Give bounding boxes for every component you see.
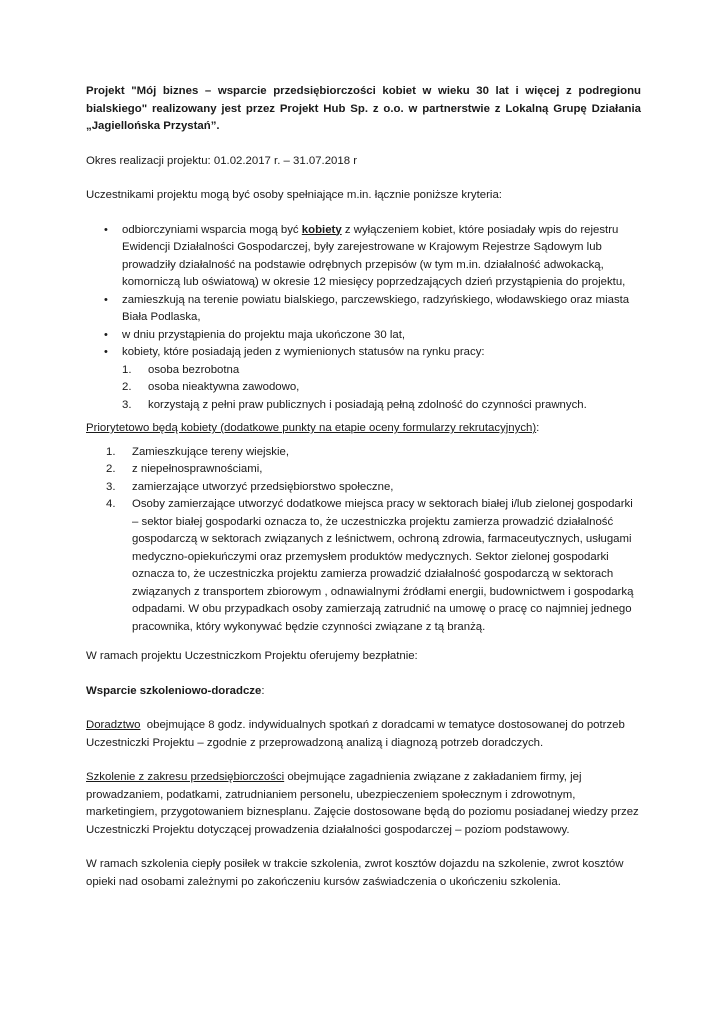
list-item [86,344,641,414]
criteria-item-text: kobiety, które posiadają jeden z wymienionych statusów na rynku pracy: [122,346,485,358]
bullet-icon: • [104,328,108,341]
project-title: Projekt "Mój biznes – wsparcie przedsiębiorczości kobiet w wieku 30 lat i więcej z podregionu bialskiego" realizowany jest przez Projekt Hub Sp. z o.o. w partnerstwie z Lokalną Grupę Działania „Jagiellońska Przystań”. [86,85,641,132]
document-body [86,83,641,908]
bullet-icon: • [104,293,108,306]
offer-intro: W ramach projektu Uczestniczkom Projektu oferujemy bezpłatnie: [86,650,418,662]
list-number: 2. [106,463,116,475]
priority-heading [86,420,641,438]
list-number: 2. [122,381,132,393]
list-number: 4. [106,498,116,510]
criteria-item-text: z wyłączeniem kobiet, które posiadały wpis do rejestru Ewidencji Działalności Gospodarczej, były zarejestrowane w Krajowym Rejestrze Sądowym lub prowadziły działalność na podstawie odrębnych przepisów (w tym m.in. działalność adwokacką, komorniczą lub oświatową) w okresie 12 miesięcy poprzedzających dzień przystąpienia do projektu, [122,223,626,288]
list-item [122,379,641,397]
criteria-item-text: w dniu przystąpienia do projektu maja ukończone 30 lat, [122,328,406,341]
priority-item-text: Osoby zamierzające utworzyć dodatkowe miejsca pracy w sektorach białej i/lub zielonej gospodarki – sektor białej gospodarki oznacza to, że uczestniczka projektu zamierza prowadzić działalność gospodarczą w sektorach związanych z leśnictwem, ochroną zdrowia, farmaceutycznych, usługami medyczno-opiekuńczymi oraz przemysłem produktów medycznych. Sektor zielonej gospodarki oznacza to, że uczestniczka projektu zamierza prowadzić działalność gospodarczą w sektorach związanych z transportem zbiorowym , odnawialnymi źródłami energii, budownictwem i gospodarką odpadami. W obu przypadkach osoby zamierzają zatrudnić na umowę o pracę co najmniej jednego pracownika, który wykonywać będzie czynności związane z tą branżą. [132,498,634,633]
priority-heading-text: Priorytetowo będą kobiety (dodatkowe punkty na etapie oceny formularzy rekrutacyjnych) [86,422,537,434]
list-item [106,461,641,479]
list-item [122,362,641,380]
status-text: korzystają z pełni praw publicznych i posiadają pełną zdolność do czynności prawnych. [148,398,587,411]
list-item [86,327,641,345]
list-item [86,222,641,292]
priority-heading-suffix: : [536,422,540,434]
list-number: 3. [106,480,116,493]
project-period: Okres realizacji projektu: 01.02.2017 r. – 31.07.2018 r [86,154,358,167]
list-item [122,397,641,415]
criteria-item-emphasis: kobiety [301,223,342,236]
bullet-icon: • [104,223,108,236]
advisory-label: Doradztwo [86,719,141,731]
priority-item-text: z niepełnosprawnościami, [132,463,263,475]
status-text: osoba bezrobotna [148,363,240,376]
criteria-intro: Uczestnikami projektu mogą być osoby spełniające m.in. łącznie poniższe kryteria: [86,189,502,201]
status-text: osoba nieaktywna zawodowo, [148,381,300,393]
list-number: 1. [106,445,116,458]
support-heading [86,683,641,701]
list-item [106,479,641,497]
list-item [86,292,641,327]
training-text: obejmujące zagadnienia związane z zakładaniem firmy, jej prowadzaniem, podatkami, zatrudnianiem personelu, ubezpieczeniem społecznym i zdrowotnym, marketingiem, przygotowaniem biznesplanu. Zajęcie dostosowane będą do poziomu posiadanej wiedzy przez Uczestniczki Projektu dotyczącej prowadzenia działalności gospodarczej – poziom podstawowy. [86,771,639,836]
list-item [106,496,641,636]
list-number: 3. [122,398,132,411]
priority-item-text: Zamieszkujące tereny wiejskie, [132,445,289,458]
closing-paragraph: W ramach szkolenia ciepły posiłek w trakcie szkolenia, zwrot kosztów dojazdu na szkolenie, zwrot kosztów opieki nad osobami zależnymi po zakończeniu kursów zaświadczenia o ukończeniu szkolenia. [86,858,624,888]
criteria-list [86,222,641,415]
advisory-text: obejmujące 8 godz. indywidualnych spotkań z doradcami w tematyce dostosowanej do potrzeb Uczestniczki Projektu – zgodnie z przeprowadzoną analizą i diagnozą potrzeb doradczych. [86,719,628,749]
priority-list [106,444,641,637]
advisory-paragraph [86,717,641,752]
priority-item-text: zamierzające utworzyć przedsiębiorstwo społeczne, [132,480,394,493]
list-number: 1. [122,363,132,376]
status-list [122,362,641,415]
criteria-item-text: zamieszkują na terenie powiatu bialskiego, parczewskiego, radzyńskiego, włodawskiego oraz miasta Biała Podlaska, [122,293,630,323]
criteria-item-text: odbiorczyniami wsparcia mogą być [122,223,302,236]
training-label: Szkolenie z zakresu przedsiębiorczości [86,771,285,783]
support-heading-suffix: : [261,684,265,697]
bullet-icon: • [104,346,108,358]
training-paragraph [86,769,641,839]
list-item [106,444,641,462]
support-heading-text: Wsparcie szkoleniowo-doradcze [86,684,262,697]
